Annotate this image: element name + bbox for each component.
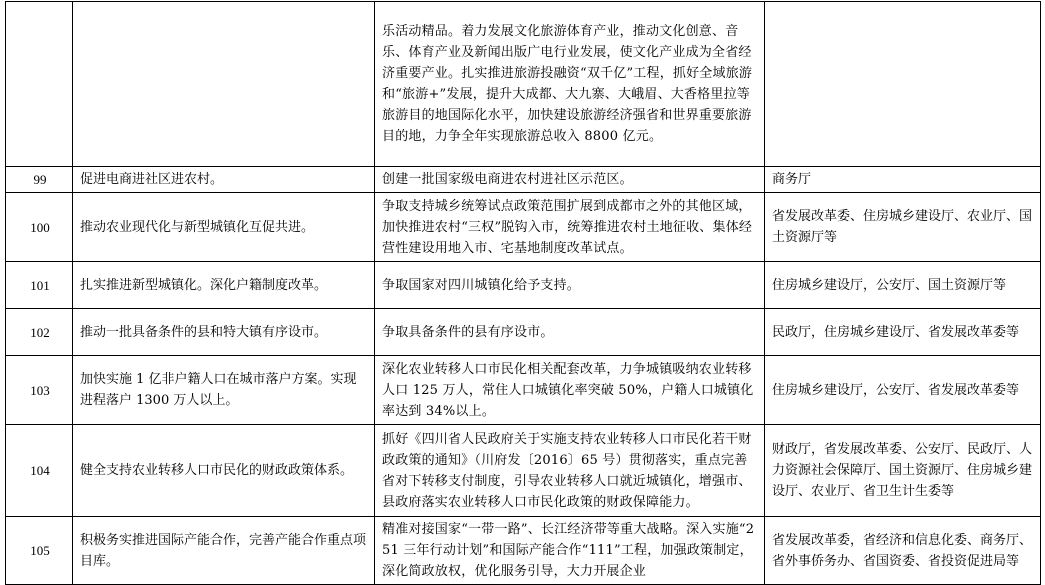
table-row	[6, 425, 1041, 517]
department-cell: 商务厅	[765, 167, 1041, 193]
measure-cell: 争取支持城乡统筹试点政策范围扩展到成都市之外的其他区域，加快推进农村“三权”脱钩入市，统筹推进农村土地征收、集体经营性建设用地入市、宅基地制度改革试点。	[375, 193, 765, 262]
row-number: 102	[6, 309, 73, 356]
task-cell: 加快实施 1 亿非户籍人口在城市落户方案。实现进程落户 1300 万人以上。	[73, 356, 375, 425]
table-row	[6, 309, 1041, 356]
table-row	[6, 167, 1041, 193]
department-cell: 财政厅，省发展改革委、公安厅、民政厅、人力资源社会保障厅、国土资源厅、住房城乡建设厅、农业厅、省卫生计生委等	[765, 425, 1041, 517]
row-number: 105	[6, 517, 73, 585]
task-cell	[73, 2, 375, 167]
policy-task-table	[5, 1, 1041, 585]
measure-cell: 精准对接国家“一带一路”、长江经济带等重大战略。深入实施“251 三年行动计划”和国际产能合作“111”工程，加强政策制定，深化简政放权，优化服务引导，大力开展企业	[375, 517, 765, 585]
row-number: 99	[6, 167, 73, 193]
department-cell: 省发展改革委，省经济和信息化委、商务厅、省外事侨务办、省国资委、省投资促进局等	[765, 517, 1041, 585]
department-cell	[765, 2, 1041, 167]
task-cell: 健全支持农业转移人口市民化的财政政策体系。	[73, 425, 375, 517]
task-cell: 积极务实推进国际产能合作，完善产能合作重点项目库。	[73, 517, 375, 585]
measure-cell: 深化农业转移人口市民化相关配套改革，力争城镇吸纳农业转移人口 125 万人，常住人口城镇化率突破 50%，户籍人口城镇化率达到 34%以上。	[375, 356, 765, 425]
task-cell: 扎实推进新型城镇化。深化户籍制度改革。	[73, 262, 375, 309]
task-cell: 促进电商进社区进农村。	[73, 167, 375, 193]
table-row	[6, 517, 1041, 585]
row-number: 104	[6, 425, 73, 517]
table-row	[6, 262, 1041, 309]
table-row	[6, 193, 1041, 262]
row-number: 101	[6, 262, 73, 309]
row-number: 100	[6, 193, 73, 262]
department-cell: 省发展改革委、住房城乡建设厅、农业厅、国土资源厅等	[765, 193, 1041, 262]
measure-cell: 争取具备条件的县有序设市。	[375, 309, 765, 356]
table-row	[6, 356, 1041, 425]
row-number: 103	[6, 356, 73, 425]
department-cell: 住房城乡建设厅，公安厅、国土资源厅等	[765, 262, 1041, 309]
department-cell: 住房城乡建设厅，公安厅、省发展改革委等	[765, 356, 1041, 425]
measure-cell: 乐活动精品。着力发展文化旅游体育产业，推动文化创意、音乐、体育产业及新闻出版广电行业发展，使文化产业成为全省经济重要产业。扎实推进旅游投融资“双千亿”工程，抓好全域旅游和“旅游+”发展，提升大成都、大九寨、大峨眉、大香格里拉等旅游目的地国际化水平，加快建设旅游经济强省和世界重要旅游目的地，力争全年实现旅游总收入 8800 亿元。	[375, 2, 765, 167]
task-cell: 推动农业现代化与新型城镇化互促共进。	[73, 193, 375, 262]
measure-cell: 创建一批国家级电商进农村进社区示范区。	[375, 167, 765, 193]
table-row	[6, 2, 1041, 167]
measure-cell: 争取国家对四川城镇化给予支持。	[375, 262, 765, 309]
row-number	[6, 2, 73, 167]
department-cell: 民政厅，住房城乡建设厅、省发展改革委等	[765, 309, 1041, 356]
task-cell: 推动一批具备条件的县和特大镇有序设市。	[73, 309, 375, 356]
measure-cell: 抓好《四川省人民政府关于实施支持农业转移人口市民化若干财政政策的通知》（川府发〔2016〕65 号）贯彻落实，重点完善省对下转移支付制度，引导农业转移人口就近城镇化，增强市、县政府落实农业转移人口市民化政策的财政保障能力。	[375, 425, 765, 517]
